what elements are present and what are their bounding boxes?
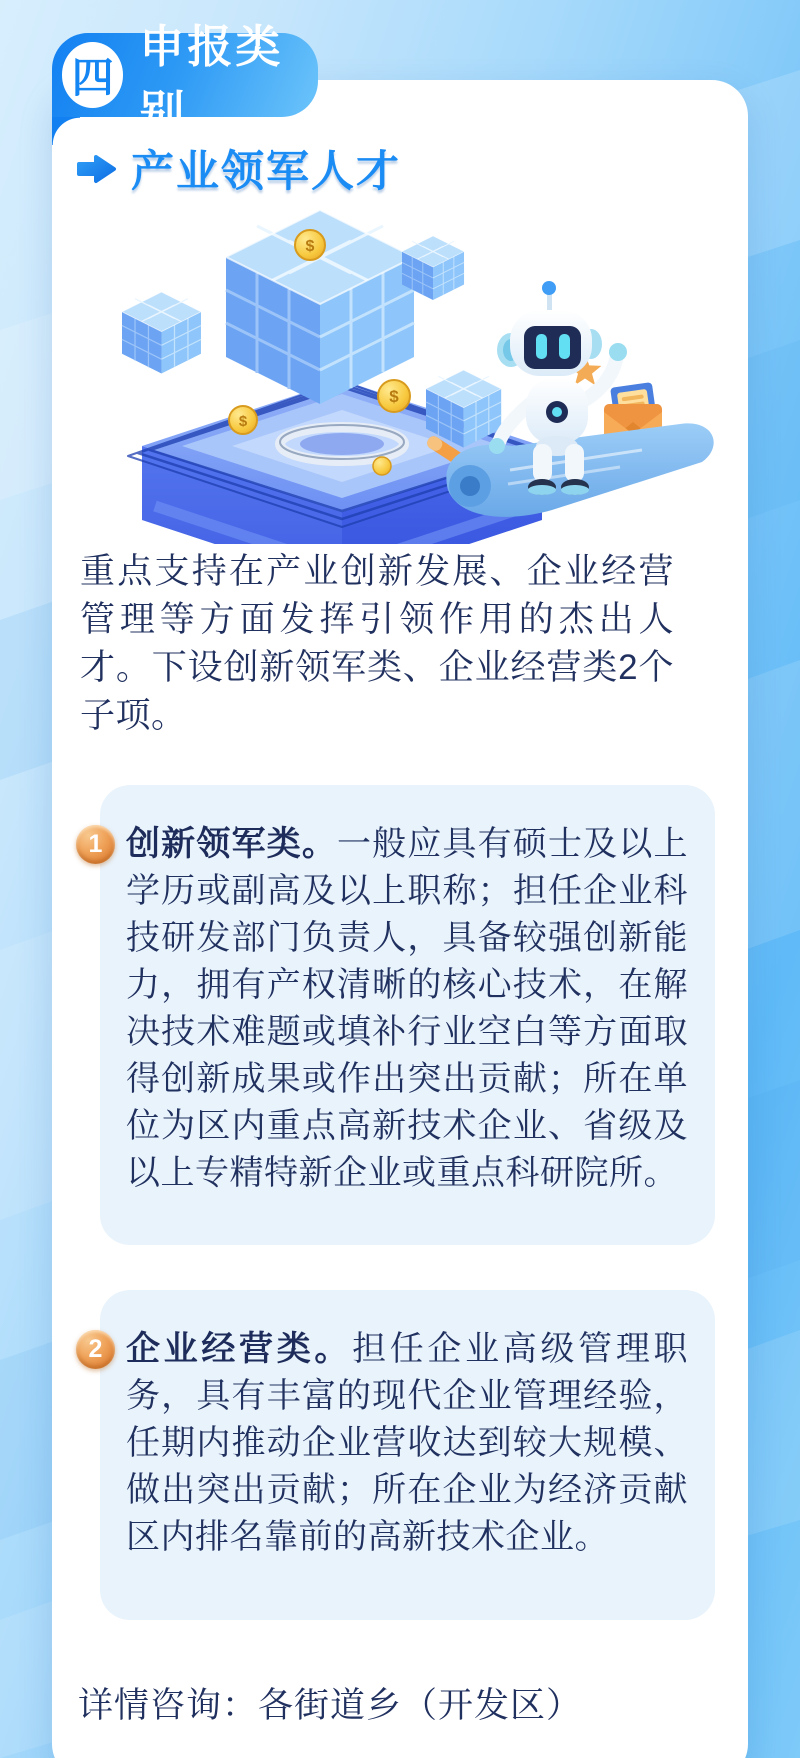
subtitle-text: 产业领军人才 xyxy=(131,148,401,196)
coin-icon xyxy=(373,457,391,475)
right-arrow-icon xyxy=(76,153,118,185)
coin-icon xyxy=(229,406,257,434)
category-body: 担任企业高级管理职务，具有丰富的现代企业管理经验，任期内推动企业营收达到较大规模、做出突出贡献；所在企业为经济贡献区内排名靠前的高新技术企业。 xyxy=(126,1330,689,1556)
number-badge-1: 1 xyxy=(76,825,115,864)
category-box-management xyxy=(88,1290,715,1620)
section-badge xyxy=(52,21,318,137)
footer-contact-note: 详情咨询：各街道乡（开发区） xyxy=(78,1686,583,1725)
category-title: 创新领军类。 xyxy=(126,825,337,863)
hero-illustration xyxy=(80,188,720,544)
coin-icon xyxy=(295,230,325,260)
number-badge-2: 2 xyxy=(76,1330,115,1369)
category-body: 一般应具有硕士及以上学历或副高及以上职称；担任企业科技研发部门负责人，具备较强创新能力，拥有产权清晰的核心技术，在解决技术难题或填补行业空白等方面取得创新成果或作出突出贡献；所在单位为区内重点高新技术企业、省级及以上专精特新企业或重点科研院所。 xyxy=(126,825,688,1192)
category-text xyxy=(126,1326,688,1561)
category-text xyxy=(126,821,688,1197)
coin-icon xyxy=(378,380,410,412)
intro-paragraph: 重点支持在产业创新发展、企业经营管理等方面发挥引领作用的杰出人才。下设创新领军类、企业经营类2个子项。 xyxy=(80,552,674,735)
category-box-innovation xyxy=(88,785,715,1245)
category-title: 企业经营类。 xyxy=(126,1330,353,1368)
svg-text:$: $ xyxy=(389,387,399,406)
badge-corner-fillet xyxy=(52,117,80,145)
svg-text:$: $ xyxy=(238,413,248,430)
section-number-icon: 四 xyxy=(62,42,123,108)
svg-text:$: $ xyxy=(305,238,315,255)
section-title: 申报类别 xyxy=(139,21,284,137)
